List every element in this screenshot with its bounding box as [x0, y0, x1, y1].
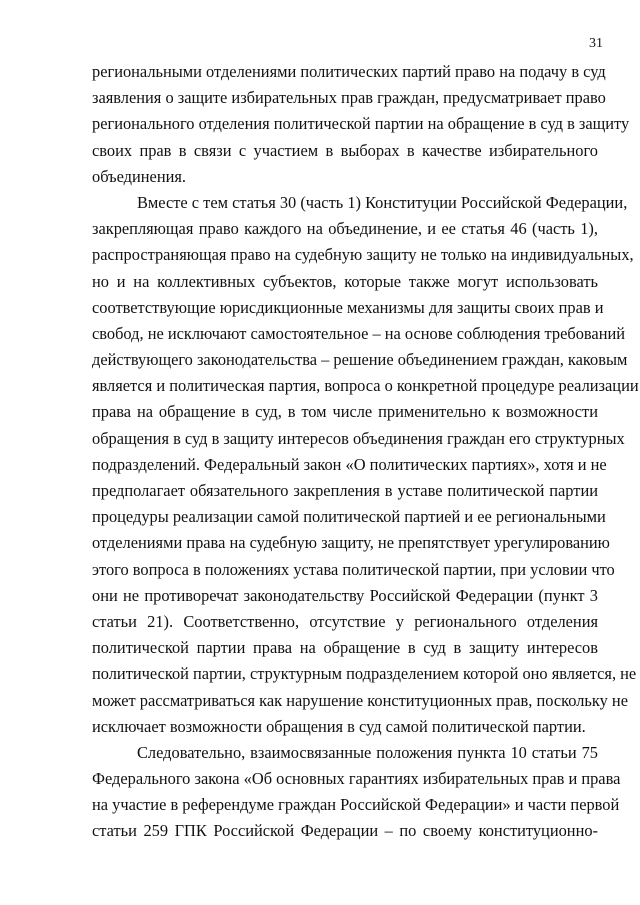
text-line: региональными отделениями политических партий право на подачу в суд	[92, 62, 606, 81]
text-line: политической партии права на обращение в суд в защиту интересов	[92, 638, 598, 658]
text-line: права на обращение в суд, в том числе применительно к возможности	[92, 402, 598, 422]
text-line: заявления о защите избирательных прав граждан, предусматривает право	[92, 88, 606, 108]
text-line: предполагает обязательного закрепления в уставе политической партии	[92, 481, 598, 500]
paragraph-start: Следовательно, взаимосвязанные положения пункта 10 статьи 75	[137, 742, 598, 762]
text-line: но и на коллективных субъектов, которые также могут использовать	[92, 271, 598, 291]
document-body	[92, 59, 639, 845]
text-line: политической партии, структурным подразделением которой оно является, не	[92, 664, 637, 684]
text-line: подразделений. Федеральный закон «О политических партиях», хотя и не	[92, 454, 607, 474]
text-line: отделениями права на судебную защиту, не препятствует урегулированию	[92, 533, 610, 553]
text-line: регионального отделения политической партии на обращение в суд в защиту	[92, 114, 630, 134]
text-line: статьи 21). Соответственно, отсутствие у регионального отделения	[92, 611, 598, 631]
text-line: Федерального закона «Об основных гарантиях избирательных прав и права	[92, 769, 621, 789]
text-line: объединения.	[92, 166, 186, 186]
text-line: этого вопроса в положениях устава политической партии, при условии что	[92, 559, 615, 579]
text-line: своих прав в связи с участием в выборах в качестве избирательного	[92, 140, 598, 160]
text-line: действующего законодательства – решение объединением граждан, каковым	[92, 350, 628, 370]
text-line: закрепляющая право каждого на объединение, и ее статья 46 (часть 1),	[92, 219, 598, 239]
text-line: на участие в референдуме граждан Российской Федерации» и части первой	[92, 795, 620, 815]
text-line: исключает возможности обращения в суд самой политической партии.	[92, 716, 586, 736]
text-line: свобод, не исключают самостоятельное – на основе соблюдения требований	[92, 323, 626, 343]
text-line: распространяющая право на судебную защиту не только на индивидуальных,	[92, 245, 634, 265]
text-line: обращения в суд в защиту интересов объединения граждан его структурных	[92, 428, 625, 448]
text-line: процедуры реализации самой политической партией и ее региональными	[92, 507, 606, 527]
text-line: является и политическая партия, вопроса о конкретной процедуре реализации	[92, 376, 639, 396]
paragraph-start: Вместе с тем статья 30 (часть 1) Конституции Российской Федерации,	[137, 192, 628, 212]
text-line: они не противоречат законодательству Российской Федерации (пункт 3	[92, 585, 598, 605]
text-line: может рассматриваться как нарушение конституционных прав, поскольку не	[92, 690, 628, 710]
text-line: статьи 259 ГПК Российской Федерации – по своему конституционно-	[92, 821, 598, 841]
text-line: соответствующие юрисдикционные механизмы для защиты своих прав и	[92, 297, 604, 317]
page-number: 31	[589, 36, 603, 51]
